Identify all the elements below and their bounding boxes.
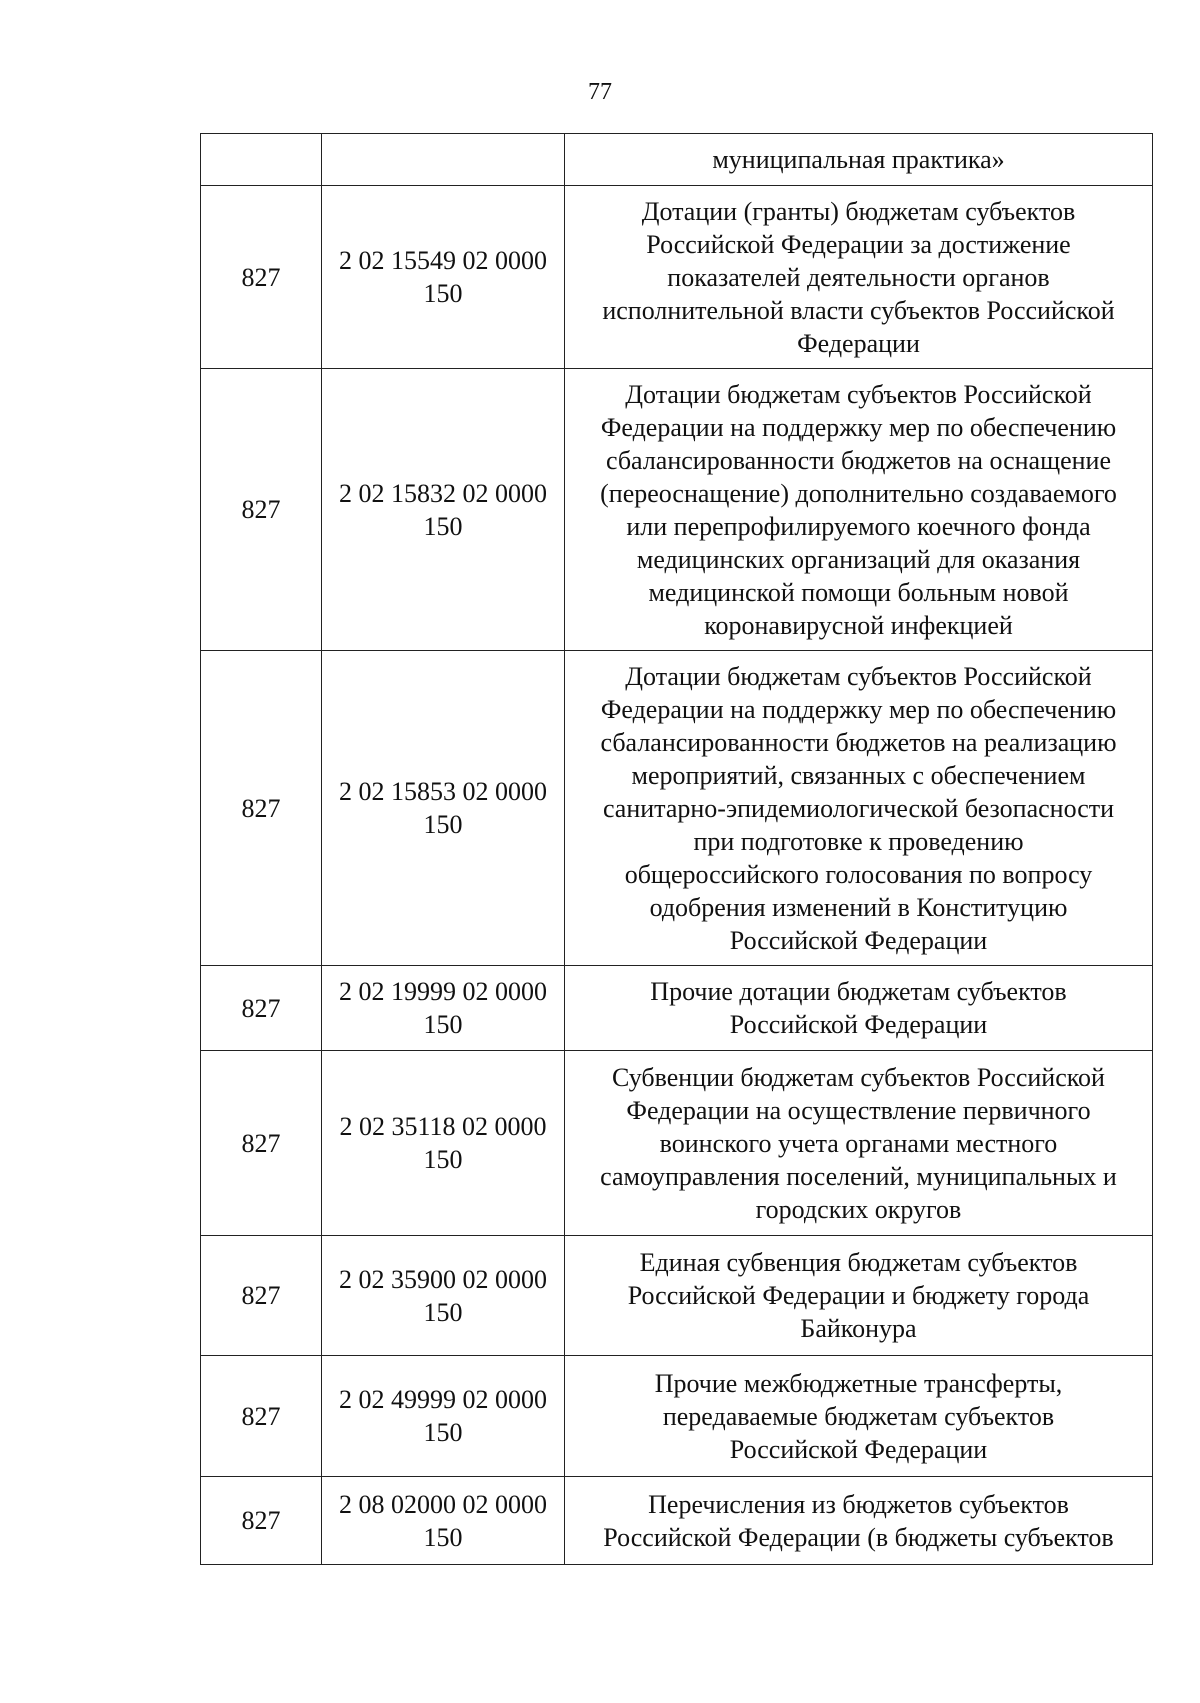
table-row (201, 966, 1153, 1051)
table-row (201, 1477, 1153, 1565)
code-cell: 2 02 15549 02 0000 150 (322, 186, 565, 369)
table-row (201, 134, 1153, 186)
description-cell: Перечисления из бюджетов субъектов Российской Федерации (в бюджеты субъектов (565, 1477, 1153, 1565)
description-cell: Дотации (гранты) бюджетам субъектов Российской Федерации за достижение показателей деятельности органов исполнительной власти субъектов Российской Федерации (565, 186, 1153, 369)
description-cell: муниципальная практика» (565, 134, 1153, 186)
admin-cell: 827 (201, 1477, 322, 1565)
code-cell: 2 08 02000 02 0000 150 (322, 1477, 565, 1565)
admin-cell: 827 (201, 651, 322, 966)
page-number: 77 (588, 79, 612, 105)
table-row (201, 1356, 1153, 1477)
code-cell (322, 134, 565, 186)
code-cell: 2 02 15832 02 0000 150 (322, 369, 565, 651)
table-row (201, 186, 1153, 369)
description-cell: Единая субвенция бюджетам субъектов Российской Федерации и бюджету города Байконура (565, 1236, 1153, 1356)
table-row (201, 651, 1153, 966)
code-cell: 2 02 49999 02 0000 150 (322, 1356, 565, 1477)
code-cell: 2 02 35900 02 0000 150 (322, 1236, 565, 1356)
description-cell: Дотации бюджетам субъектов Российской Федерации на поддержку мер по обеспечению сбалансированности бюджетов на реализацию мероприятий, связанных с обеспечением санитарно-эпидемиологической безопасности при подготовке к проведению общероссийского голосования по вопросу одобрения изменений в Конституцию Российской Федерации (565, 651, 1153, 966)
code-cell: 2 02 19999 02 0000 150 (322, 966, 565, 1051)
table-row (201, 369, 1153, 651)
budget-code-table (200, 133, 1153, 1565)
admin-cell (201, 134, 322, 186)
admin-cell: 827 (201, 186, 322, 369)
table-row (201, 1051, 1153, 1236)
description-cell: Прочие дотации бюджетам субъектов Российской Федерации (565, 966, 1153, 1051)
table-row (201, 1236, 1153, 1356)
description-cell: Прочие межбюджетные трансферты, передаваемые бюджетам субъектов Российской Федерации (565, 1356, 1153, 1477)
code-cell: 2 02 15853 02 0000 150 (322, 651, 565, 966)
admin-cell: 827 (201, 1356, 322, 1477)
admin-cell: 827 (201, 369, 322, 651)
admin-cell: 827 (201, 966, 322, 1051)
code-cell: 2 02 35118 02 0000 150 (322, 1051, 565, 1236)
admin-cell: 827 (201, 1236, 322, 1356)
admin-cell: 827 (201, 1051, 322, 1236)
description-cell: Субвенции бюджетам субъектов Российской Федерации на осуществление первичного воинского учета органами местного самоуправления поселений, муниципальных и городских округов (565, 1051, 1153, 1236)
description-cell: Дотации бюджетам субъектов Российской Федерации на поддержку мер по обеспечению сбалансированности бюджетов на оснащение (переоснащение) дополнительно создаваемого или перепрофилируемого коечного фонда медицинских организаций для оказания медицинской помощи больным новой коронавирусной инфекцией (565, 369, 1153, 651)
